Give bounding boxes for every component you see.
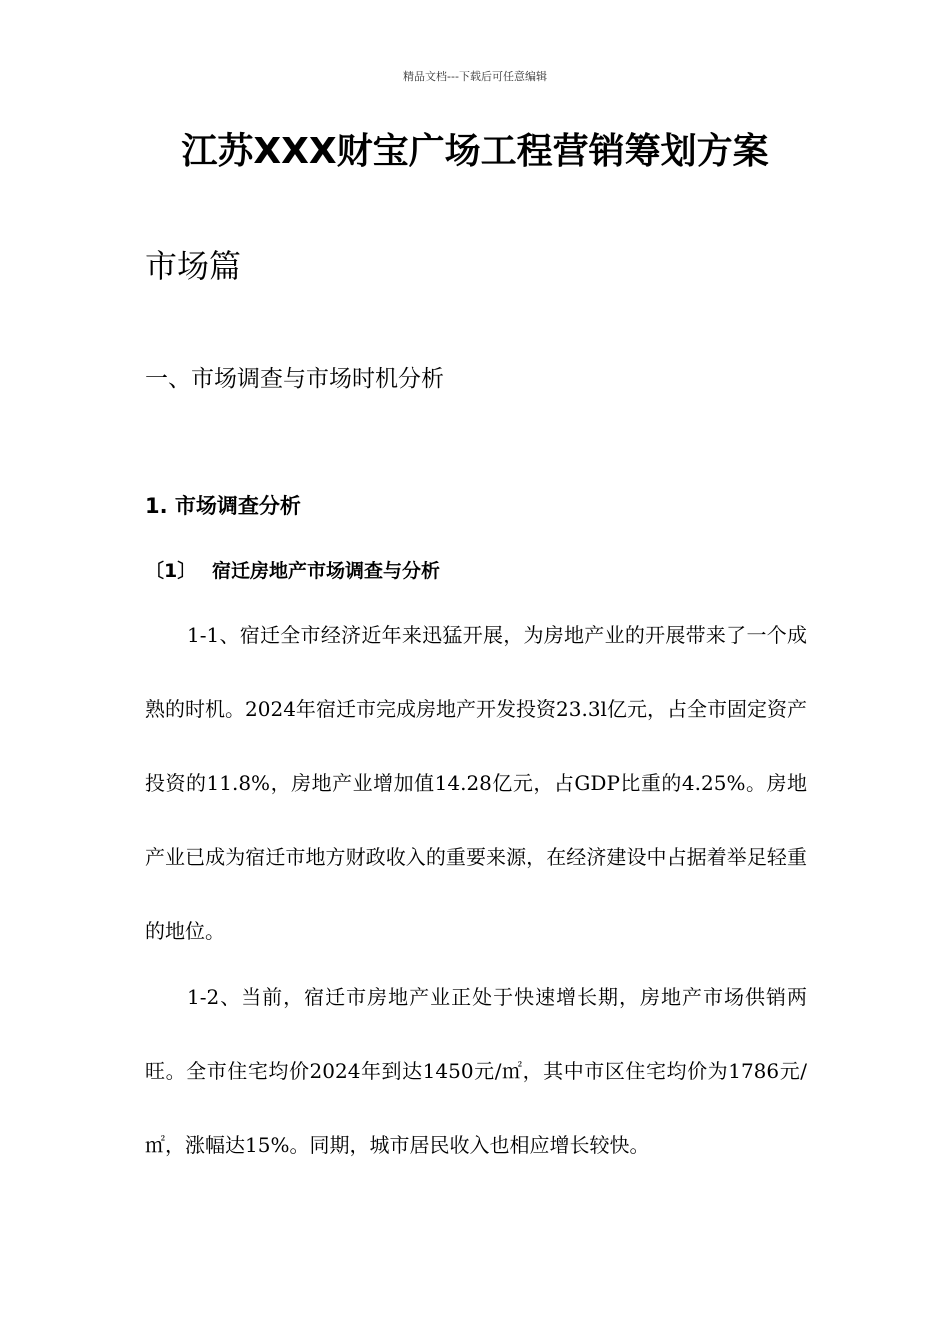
document-title: 江苏XXX财宝广场工程营销筹划方案 — [181, 131, 769, 172]
section-heading: 一、市场调查与市场时机分析 — [145, 366, 444, 392]
subsubsection-heading — [145, 557, 440, 585]
subsection-heading: 1. 市场调查分析 — [145, 494, 301, 518]
page-header-note: 精品文档---下载后可任意编辑 — [403, 70, 547, 83]
body-paragraph: 1-2、当前，宿迁市房地产业正处于快速增长期，房地产市场供销两旺。全市住宅均价2024年到达1450元/㎡，其中市区住宅均价为1786元/㎡，涨幅达15%。同期，城市居民收入也相应增长较快。 — [145, 985, 807, 1157]
body-paragraph: 1-1、宿迁全市经济近年来迅猛开展，为房地产业的开展带来了一个成熟的时机。2024年宿迁市完成房地产开发投资23.3l亿元，占全市固定资产投资的11.8%，房地产业增加值14.28亿元，占GDP比重的4.25%。房地产业已成为宿迁市地方财政收入的重要来源，在经济建设中占据着举足轻重的地位。 — [145, 623, 807, 943]
subsubsection-number: 〔1〕 — [145, 560, 197, 582]
part-heading: 市场篇 — [145, 247, 242, 285]
subsubsection-title: 宿迁房地产市场调查与分析 — [212, 560, 441, 582]
